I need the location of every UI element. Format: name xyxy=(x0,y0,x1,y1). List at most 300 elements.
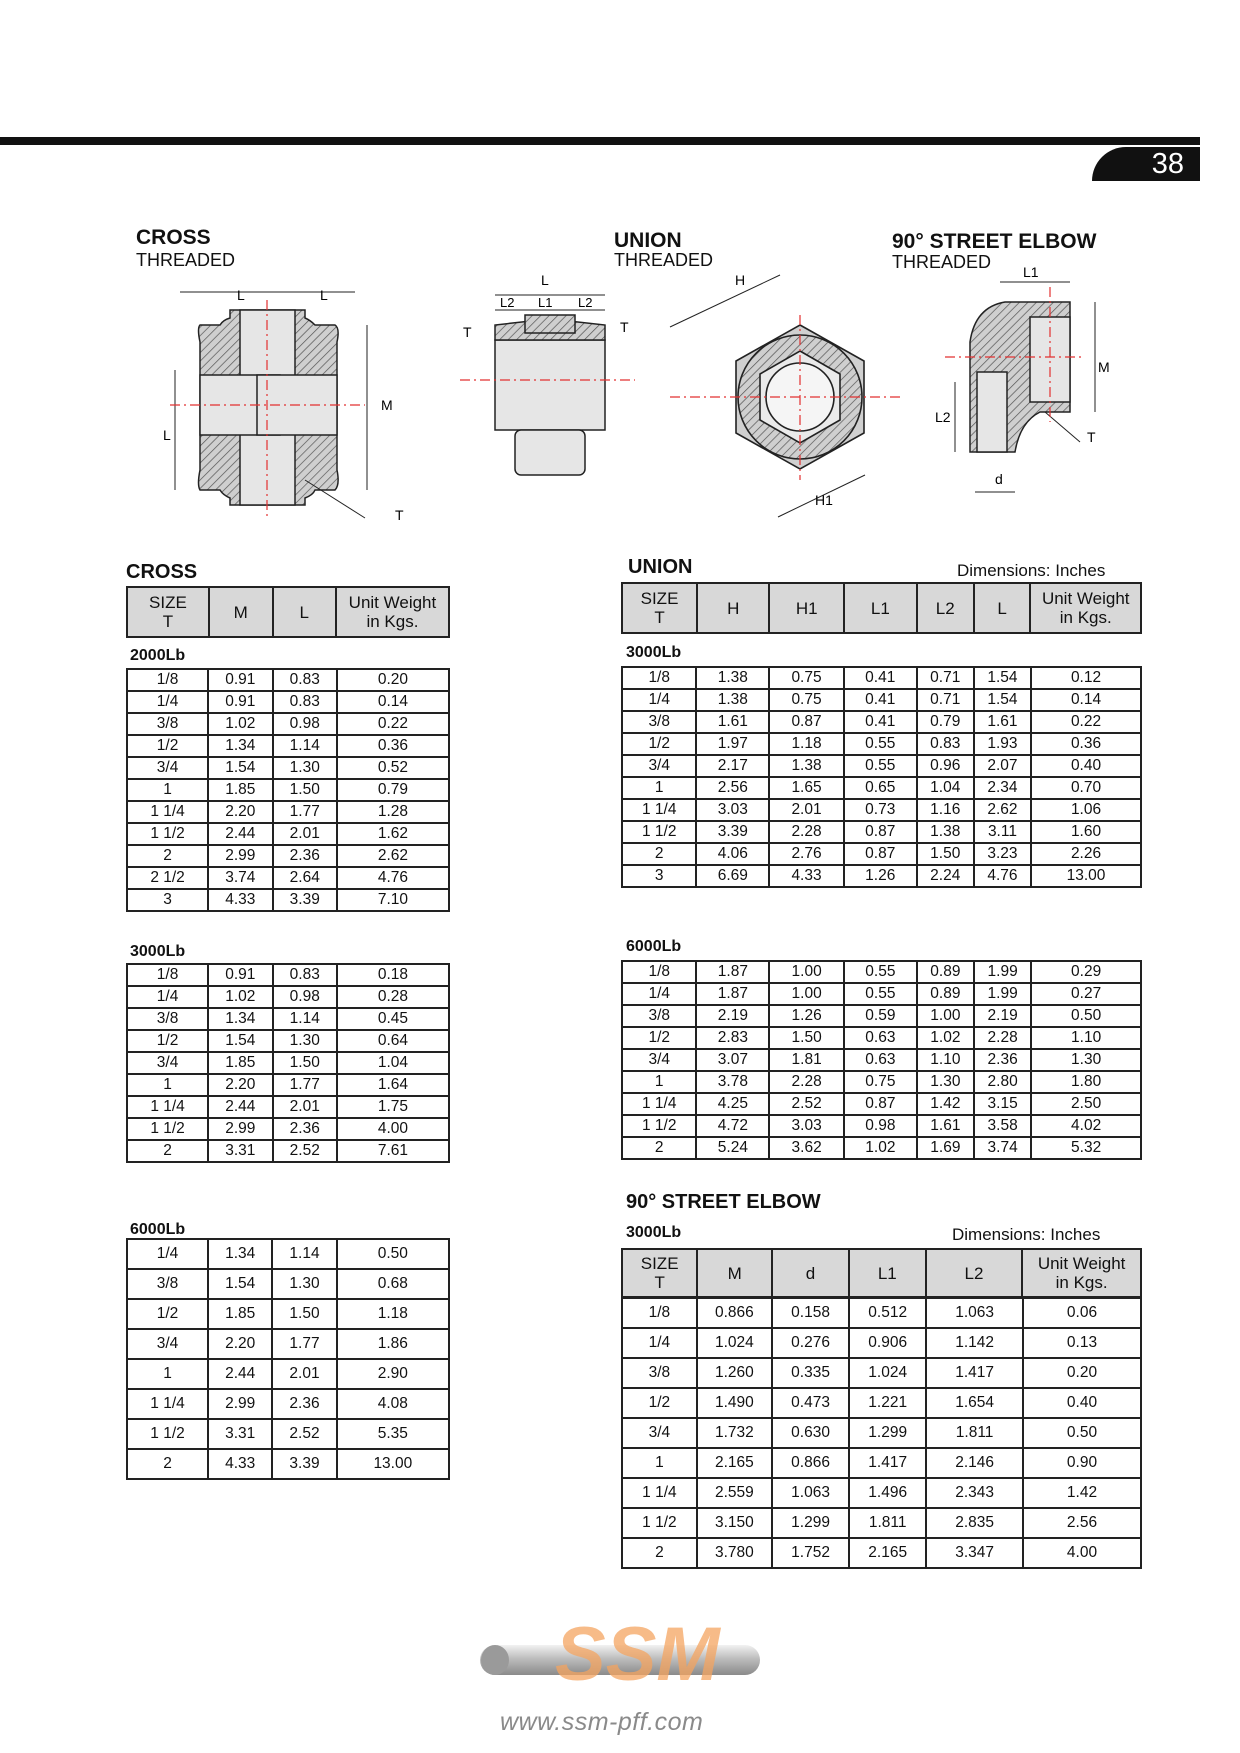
table-cell: 2.80 xyxy=(974,1071,1031,1093)
table-cell: 1.75 xyxy=(337,1096,449,1118)
table-cell: 1.221 xyxy=(849,1388,926,1418)
table-cell: 1.38 xyxy=(696,667,769,689)
table-cell: 1.26 xyxy=(844,865,917,887)
table-row xyxy=(127,889,449,911)
table-cell: 1.50 xyxy=(917,843,974,865)
table-cell: 1.26 xyxy=(769,1005,844,1027)
table-cell: 0.98 xyxy=(844,1115,917,1137)
table-cell: 3/8 xyxy=(127,1269,208,1299)
table-cell: 1.97 xyxy=(696,733,769,755)
svg-text:H1: H1 xyxy=(815,492,833,508)
table-cell: 4.76 xyxy=(974,865,1031,887)
table-cell: 0.55 xyxy=(844,961,917,983)
table-cell: 0.50 xyxy=(337,1239,449,1269)
table-cell: 2.24 xyxy=(917,865,974,887)
table-cell: 1.42 xyxy=(917,1093,974,1115)
table-cell: 5.32 xyxy=(1031,1137,1141,1159)
table-cell: 0.55 xyxy=(844,733,917,755)
union-6000lb-label: 6000Lb xyxy=(626,938,682,955)
union-header-1: H xyxy=(697,583,769,633)
table-cell: 2.44 xyxy=(208,1096,272,1118)
table-cell: 0.13 xyxy=(1023,1328,1141,1358)
table-cell: 6.69 xyxy=(696,865,769,887)
table-cell: 3.780 xyxy=(697,1538,772,1568)
table-cell: 1.417 xyxy=(926,1358,1023,1388)
table-cell: 1.024 xyxy=(849,1358,926,1388)
table-cell: 1.85 xyxy=(208,1052,272,1074)
table-cell: 2.56 xyxy=(696,777,769,799)
table-cell: 2.44 xyxy=(208,1359,272,1389)
table-cell: 0.65 xyxy=(844,777,917,799)
table-cell: 3.11 xyxy=(974,821,1031,843)
table-cell: 2.56 xyxy=(1023,1508,1141,1538)
table-cell: 1.024 xyxy=(697,1328,772,1358)
table-cell: 1/4 xyxy=(127,1239,208,1269)
table-cell: 1.490 xyxy=(697,1388,772,1418)
table-row xyxy=(127,1239,449,1269)
table-cell: 1.142 xyxy=(926,1328,1023,1358)
table-row xyxy=(622,1005,1141,1027)
table-cell: 3/4 xyxy=(622,1418,697,1448)
table-cell: 1.30 xyxy=(273,1030,337,1052)
elbow-header-2: d xyxy=(772,1249,849,1297)
table-row xyxy=(127,757,449,779)
table-cell: 1.417 xyxy=(849,1448,926,1478)
table-cell: 1.299 xyxy=(772,1508,849,1538)
table-row xyxy=(622,1049,1141,1071)
cross-section-title: CROSS xyxy=(126,561,198,583)
table-cell: 3.74 xyxy=(208,867,272,889)
table-cell: 0.91 xyxy=(208,964,272,986)
union-section-title: UNION xyxy=(628,556,693,578)
svg-text:L2: L2 xyxy=(578,295,593,310)
table-cell: 1 1/4 xyxy=(127,1096,208,1118)
table-row xyxy=(622,777,1141,799)
svg-text:M: M xyxy=(381,397,393,413)
union-6000lb-table xyxy=(621,960,1142,1160)
table-cell: 1/4 xyxy=(127,986,208,1008)
table-cell: 2.36 xyxy=(272,1389,336,1419)
table-cell: 1.14 xyxy=(273,735,337,757)
table-cell: 1.38 xyxy=(769,755,844,777)
table-cell: 1.81 xyxy=(769,1049,844,1071)
table-cell: 1.752 xyxy=(772,1538,849,1568)
table-cell: 0.866 xyxy=(697,1298,772,1328)
table-cell: 3.150 xyxy=(697,1508,772,1538)
cross-header-table xyxy=(126,586,450,638)
table-cell: 0.91 xyxy=(208,669,272,691)
table-cell: 1.16 xyxy=(917,799,974,821)
table-cell: 0.22 xyxy=(337,713,449,735)
table-cell: 0.630 xyxy=(772,1418,849,1448)
elbow-header-4: L2 xyxy=(926,1249,1023,1297)
svg-text:T: T xyxy=(1087,429,1096,445)
table-cell: 4.06 xyxy=(696,843,769,865)
table-cell: 0.63 xyxy=(844,1027,917,1049)
elbow-header-0: SIZE T xyxy=(622,1249,697,1297)
svg-text:H: H xyxy=(735,272,746,288)
table-cell: 1.02 xyxy=(208,986,272,1008)
svg-text:T: T xyxy=(395,507,404,523)
table-cell: 1.732 xyxy=(697,1418,772,1448)
elbow-section-title: 90° STREET ELBOW xyxy=(626,1191,821,1213)
table-row xyxy=(127,691,449,713)
table-cell: 3.03 xyxy=(696,799,769,821)
table-cell: 2 xyxy=(622,843,696,865)
table-cell: 0.71 xyxy=(917,667,974,689)
table-cell: 1 xyxy=(127,1074,208,1096)
table-cell: 1 1/4 xyxy=(127,801,208,823)
table-cell: 1/2 xyxy=(622,1388,697,1418)
table-cell: 0.75 xyxy=(769,689,844,711)
table-cell: 1.063 xyxy=(772,1478,849,1508)
table-cell: 0.06 xyxy=(1023,1298,1141,1328)
table-row xyxy=(622,1093,1141,1115)
svg-text:L: L xyxy=(541,272,549,288)
table-cell: 1 xyxy=(622,1448,697,1478)
table-row xyxy=(622,733,1141,755)
table-cell: 0.73 xyxy=(844,799,917,821)
table-cell: 1.87 xyxy=(696,961,769,983)
table-cell: 1.30 xyxy=(272,1269,336,1299)
table-cell: 3/4 xyxy=(127,757,208,779)
table-cell: 0.335 xyxy=(772,1358,849,1388)
svg-text:d: d xyxy=(995,471,1003,487)
table-cell: 1.99 xyxy=(974,983,1031,1005)
elbow-3000lb-label: 3000Lb xyxy=(626,1224,682,1241)
table-cell: 1 1/2 xyxy=(127,1419,208,1449)
table-cell: 1.38 xyxy=(917,821,974,843)
union-front-drawing xyxy=(660,255,905,535)
elbow-3000lb-table xyxy=(621,1297,1142,1569)
table-cell: 1.85 xyxy=(208,779,272,801)
table-row xyxy=(127,986,449,1008)
table-cell: 0.906 xyxy=(849,1328,926,1358)
table-cell: 4.33 xyxy=(769,865,844,887)
table-row xyxy=(622,799,1141,821)
table-cell: 1.80 xyxy=(1031,1071,1141,1093)
table-cell: 2.34 xyxy=(974,777,1031,799)
table-cell: 1.54 xyxy=(208,1030,272,1052)
table-cell: 0.41 xyxy=(844,689,917,711)
cross-2000lb-table xyxy=(126,668,450,912)
table-cell: 13.00 xyxy=(1031,865,1141,887)
svg-text:L2: L2 xyxy=(500,295,515,310)
elbow-drawing-title: 90° STREET ELBOW xyxy=(892,230,1097,253)
svg-text:L2: L2 xyxy=(935,409,951,425)
table-cell: 3.31 xyxy=(208,1419,272,1449)
svg-text:T: T xyxy=(620,319,629,335)
table-cell: 0.866 xyxy=(772,1448,849,1478)
table-cell: 1.14 xyxy=(272,1239,336,1269)
table-cell: 4.33 xyxy=(208,1449,272,1479)
table-cell: 0.50 xyxy=(1023,1418,1141,1448)
elbow-dimensions-note: Dimensions: Inches xyxy=(952,1225,1101,1244)
table-cell: 1 xyxy=(127,779,208,801)
table-cell: 13.00 xyxy=(337,1449,449,1479)
table-cell: 2.559 xyxy=(697,1478,772,1508)
cross-drawing-subtitle: THREADED xyxy=(136,250,236,270)
table-row xyxy=(622,1298,1141,1328)
table-cell: 3/4 xyxy=(127,1052,208,1074)
table-cell: 3.347 xyxy=(926,1538,1023,1568)
cross-drawing-title: CROSS xyxy=(136,226,211,249)
table-cell: 1/2 xyxy=(622,1027,696,1049)
table-cell: 3.31 xyxy=(208,1140,272,1162)
table-cell: 1/8 xyxy=(622,667,696,689)
table-cell: 1.34 xyxy=(208,1239,272,1269)
table-cell: 0.22 xyxy=(1031,711,1141,733)
table-cell: 0.276 xyxy=(772,1328,849,1358)
table-row xyxy=(622,821,1141,843)
table-row xyxy=(622,961,1141,983)
table-cell: 4.76 xyxy=(337,867,449,889)
svg-text:L1: L1 xyxy=(1023,264,1039,280)
table-cell: 2.01 xyxy=(273,1096,337,1118)
union-header-2: H1 xyxy=(769,583,844,633)
table-cell: 2.52 xyxy=(769,1093,844,1115)
table-row xyxy=(127,1389,449,1419)
table-row xyxy=(127,713,449,735)
elbow-drawing xyxy=(915,262,1115,502)
table-row xyxy=(127,845,449,867)
table-cell: 0.75 xyxy=(769,667,844,689)
table-cell: 1.77 xyxy=(273,801,337,823)
table-cell: 0.98 xyxy=(273,986,337,1008)
cross-header-1: M xyxy=(209,587,273,637)
table-cell: 3/8 xyxy=(622,1005,696,1027)
table-cell: 0.512 xyxy=(849,1298,926,1328)
table-cell: 0.75 xyxy=(844,1071,917,1093)
table-row xyxy=(622,1448,1141,1478)
union-header-5: L xyxy=(974,583,1031,633)
elbow-header-1: M xyxy=(697,1249,772,1297)
table-cell: 1.86 xyxy=(337,1329,449,1359)
table-cell: 1/2 xyxy=(127,1030,208,1052)
table-cell: 2.835 xyxy=(926,1508,1023,1538)
table-cell: 0.20 xyxy=(1023,1358,1141,1388)
table-cell: 1.00 xyxy=(769,983,844,1005)
website-url: www.ssm-pff.com xyxy=(500,1708,704,1736)
table-cell: 1 1/4 xyxy=(622,1093,696,1115)
table-cell: 0.40 xyxy=(1031,755,1141,777)
union-drawing-title: UNION xyxy=(614,229,682,252)
table-row xyxy=(127,1299,449,1329)
union-drawing-subtitle: THREADED xyxy=(614,250,714,270)
table-cell: 1.50 xyxy=(273,1052,337,1074)
union-3000lb-table xyxy=(621,666,1142,888)
table-cell: 2.99 xyxy=(208,845,272,867)
table-cell: 0.45 xyxy=(337,1008,449,1030)
table-cell: 0.55 xyxy=(844,983,917,1005)
table-cell: 1.38 xyxy=(696,689,769,711)
table-cell: 1.65 xyxy=(769,777,844,799)
table-cell: 2.52 xyxy=(273,1140,337,1162)
table-row xyxy=(127,1419,449,1449)
table-cell: 0.91 xyxy=(208,691,272,713)
table-cell: 1 1/4 xyxy=(127,1389,208,1419)
table-cell: 1.61 xyxy=(974,711,1031,733)
table-cell: 1/8 xyxy=(127,669,208,691)
table-cell: 1.00 xyxy=(769,961,844,983)
svg-text:T: T xyxy=(463,324,472,340)
table-cell: 0.29 xyxy=(1031,961,1141,983)
cross-6000lb-label: 6000Lb xyxy=(130,1221,186,1238)
table-cell: 2 xyxy=(127,1140,208,1162)
table-row xyxy=(127,1449,449,1479)
table-cell: 2.343 xyxy=(926,1478,1023,1508)
table-cell: 1 1/2 xyxy=(622,821,696,843)
table-cell: 1.30 xyxy=(273,757,337,779)
table-cell: 5.35 xyxy=(337,1419,449,1449)
table-cell: 1.34 xyxy=(208,735,272,757)
table-row xyxy=(127,669,449,691)
table-row xyxy=(622,1508,1141,1538)
table-cell: 1.54 xyxy=(208,1269,272,1299)
table-cell: 0.473 xyxy=(772,1388,849,1418)
table-cell: 1/4 xyxy=(127,691,208,713)
table-cell: 4.02 xyxy=(1031,1115,1141,1137)
table-cell: 1.811 xyxy=(926,1418,1023,1448)
table-cell: 0.70 xyxy=(1031,777,1141,799)
logo-text: SSM xyxy=(555,1612,720,1697)
table-row xyxy=(622,667,1141,689)
page-number: 38 xyxy=(1151,148,1184,180)
union-3000lb-label: 3000Lb xyxy=(626,644,682,661)
svg-text:M: M xyxy=(1098,359,1110,375)
table-cell: 0.40 xyxy=(1023,1388,1141,1418)
table-cell: 2.36 xyxy=(273,1118,337,1140)
table-cell: 2.165 xyxy=(697,1448,772,1478)
cross-header-3: Unit Weight in Kgs. xyxy=(336,587,449,637)
table-cell: 0.52 xyxy=(337,757,449,779)
table-cell: 0.79 xyxy=(337,779,449,801)
table-cell: 0.28 xyxy=(337,986,449,1008)
table-cell: 1.10 xyxy=(917,1049,974,1071)
table-row xyxy=(622,983,1141,1005)
table-cell: 1/4 xyxy=(622,1328,697,1358)
table-cell: 3.39 xyxy=(696,821,769,843)
table-cell: 1/8 xyxy=(127,964,208,986)
table-cell: 2.50 xyxy=(1031,1093,1141,1115)
table-cell: 0.83 xyxy=(917,733,974,755)
table-cell: 1.54 xyxy=(208,757,272,779)
union-header-4: L2 xyxy=(917,583,974,633)
table-row xyxy=(127,1118,449,1140)
table-cell: 0.89 xyxy=(917,983,974,1005)
table-cell: 4.08 xyxy=(337,1389,449,1419)
table-cell: 0.14 xyxy=(1031,689,1141,711)
table-cell: 1.10 xyxy=(1031,1027,1141,1049)
table-cell: 2.28 xyxy=(769,1071,844,1093)
table-cell: 3/8 xyxy=(127,1008,208,1030)
table-cell: 0.36 xyxy=(1031,733,1141,755)
table-cell: 1.50 xyxy=(273,779,337,801)
page-number-tab xyxy=(1092,147,1200,181)
table-cell: 2.28 xyxy=(769,821,844,843)
table-cell: 2.20 xyxy=(208,1329,272,1359)
table-cell: 0.83 xyxy=(273,691,337,713)
table-cell: 3.62 xyxy=(769,1137,844,1159)
table-row xyxy=(622,1137,1141,1159)
table-cell: 1.02 xyxy=(844,1137,917,1159)
table-row xyxy=(127,1008,449,1030)
table-cell: 1 1/2 xyxy=(622,1115,696,1137)
table-cell: 0.14 xyxy=(337,691,449,713)
table-cell: 1.50 xyxy=(272,1299,336,1329)
table-cell: 1.811 xyxy=(849,1508,926,1538)
table-cell: 2.36 xyxy=(974,1049,1031,1071)
elbow-drawing-subtitle: THREADED xyxy=(892,252,992,272)
table-cell: 3/4 xyxy=(622,1049,696,1071)
table-cell: 4.00 xyxy=(337,1118,449,1140)
table-cell: 0.36 xyxy=(337,735,449,757)
table-cell: 1.60 xyxy=(1031,821,1141,843)
table-cell: 5.24 xyxy=(696,1137,769,1159)
table-cell: 2.64 xyxy=(273,867,337,889)
table-cell: 1.64 xyxy=(337,1074,449,1096)
table-cell: 2.01 xyxy=(272,1359,336,1389)
table-row xyxy=(127,1074,449,1096)
table-cell: 2.19 xyxy=(696,1005,769,1027)
table-cell: 0.98 xyxy=(273,713,337,735)
table-cell: 1/2 xyxy=(127,1299,208,1329)
table-cell: 0.59 xyxy=(844,1005,917,1027)
table-cell: 2.28 xyxy=(974,1027,1031,1049)
table-row xyxy=(622,1115,1141,1137)
table-cell: 0.50 xyxy=(1031,1005,1141,1027)
table-cell: 0.68 xyxy=(337,1269,449,1299)
table-cell: 1 xyxy=(622,777,696,799)
table-cell: 3/8 xyxy=(622,711,696,733)
table-cell: 2 xyxy=(622,1137,696,1159)
table-cell: 0.64 xyxy=(337,1030,449,1052)
table-row xyxy=(127,1359,449,1389)
table-cell: 7.10 xyxy=(337,889,449,911)
table-cell: 1.260 xyxy=(697,1358,772,1388)
table-row xyxy=(622,1027,1141,1049)
table-row xyxy=(622,1538,1141,1568)
table-cell: 1.06 xyxy=(1031,799,1141,821)
union-header-0: SIZE T xyxy=(622,583,697,633)
table-cell: 1.77 xyxy=(273,1074,337,1096)
table-cell: 0.18 xyxy=(337,964,449,986)
table-cell: 1.62 xyxy=(337,823,449,845)
table-cell: 1.02 xyxy=(917,1027,974,1049)
table-cell: 1/8 xyxy=(622,961,696,983)
table-cell: 1.50 xyxy=(769,1027,844,1049)
table-cell: 0.20 xyxy=(337,669,449,691)
table-cell: 1.42 xyxy=(1023,1478,1141,1508)
table-cell: 3.15 xyxy=(974,1093,1031,1115)
table-cell: 1.299 xyxy=(849,1418,926,1448)
table-cell: 1.99 xyxy=(974,961,1031,983)
table-row xyxy=(127,1140,449,1162)
table-cell: 0.87 xyxy=(844,1093,917,1115)
table-cell: 2.76 xyxy=(769,843,844,865)
table-cell: 4.72 xyxy=(696,1115,769,1137)
table-cell: 2.52 xyxy=(272,1419,336,1449)
table-cell: 1.54 xyxy=(974,689,1031,711)
table-cell: 3/4 xyxy=(622,755,696,777)
table-row xyxy=(127,1329,449,1359)
table-cell: 2.44 xyxy=(208,823,272,845)
table-cell: 0.96 xyxy=(917,755,974,777)
table-cell: 2.99 xyxy=(208,1118,272,1140)
table-cell: 1.77 xyxy=(272,1329,336,1359)
svg-text:L: L xyxy=(237,287,245,303)
table-cell: 0.83 xyxy=(273,964,337,986)
